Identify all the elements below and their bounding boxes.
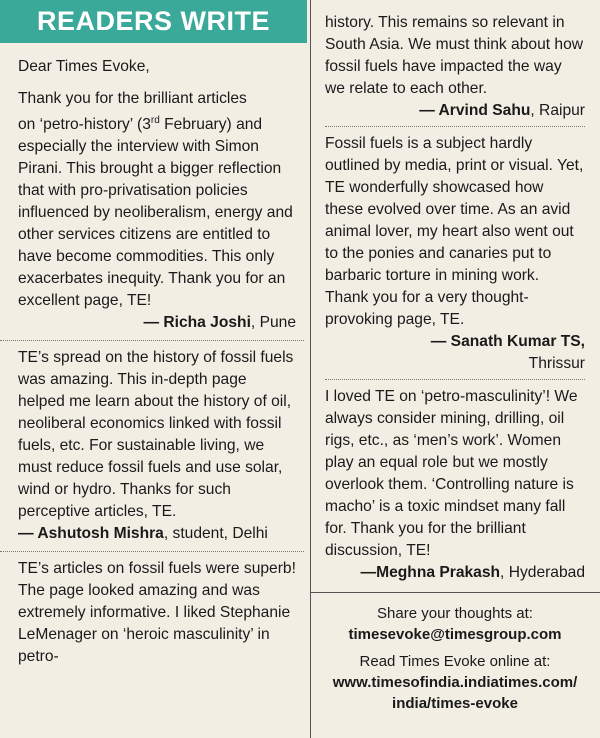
letter-signature [325,331,585,375]
share-prompt: Share your thoughts at: [377,605,533,622]
superscript: rd [150,115,160,126]
letter-text: February) [159,116,232,134]
section-banner [0,0,307,43]
letter-arvind-sahu-cont [325,12,585,122]
letter-signature [325,562,585,584]
letter-separator [325,379,585,380]
letter-separator [0,551,304,552]
salutation: Dear Times Evoke, [18,58,150,75]
letter-body: Fossil fuels is a subject hardly outlined by media, print or visual. Yet, TE wonderfully showcased how these evolved over time. As an avid animal lover, my heart also went out to the ponies and canaries put to barbaric torture in mining work. Thank you for a very thought-provoking page, TE. [325,135,584,328]
share-separator [311,592,600,593]
read-online-url: india/times-evoke [392,695,518,712]
signature-place: , [580,333,585,350]
signature-name: Richa Joshi [163,314,251,332]
letter-body: history. This remains so relevant in South Asia. We must think about how fossil fuels have impacted the way we relate to each other. [325,14,584,97]
signature-dash: — [360,564,377,581]
signature-dash: — [143,314,164,332]
letter-text: and especially the interview with Simon Pirani. This brought a bigger reflection that with pro-privatisation policies influenced by neoliberalism, energy and other services citizens are entitled to have become commodities. This only exacerbates inequity. Thank you for an excellent page, TE! [18,116,293,310]
signature-dash: — [18,525,38,543]
letter-body: TE’s articles on fossil fuels were superb! The page looked amazing and was extremely informative. I liked Stephanie LeMenager on ‘heroic masculinity’ in petro- [18,560,296,666]
signature-name: Ashutosh Mishra [37,525,164,543]
signature-place: , student, Delhi [163,525,268,543]
letter-body [18,88,296,312]
letter-separator [0,340,304,341]
signature-name: Meghna Prakash [376,564,501,581]
letter-ashutosh-mishra [18,347,296,545]
letter-signature [325,100,585,122]
letter-arvind-sahu-start [18,558,296,668]
read-online-prompt: Read Times Evoke online at: [359,653,551,670]
letter-signature [18,523,296,545]
signature-name: Sanath Kumar TS [450,333,581,350]
right-column [325,12,585,714]
letter-meghna-prakash [325,386,585,584]
signature-place: , Raipur [530,102,585,119]
letter-separator [325,126,585,127]
signature-place: , Hyderabad [500,564,585,581]
column-divider [310,0,311,738]
letter-body: TE’s spread on the history of fossil fuels was amazing. This in-depth page helped me learn about the history of oil, neoliberal economics linked with fossil fuels, etc. For sustainable living, we must reduce fossil fuels and use solar, wind or hydro. Thanks for such perceptive articles, TE. [18,349,294,521]
banner-title: READERS WRITE [36,6,270,36]
letter-body: I loved TE on ‘petro-masculinity’! We always consider mining, drilling, oil rigs, etc., as ‘men’s work’. Women play an equal role but we mostly overlook them. ‘Controlling nature is macho’ is a toxic mindset many fall for. Thank you for the brilliant discussion, TE! [325,388,578,559]
letter-sanath-kumar [325,133,585,375]
signature-dash: — [430,333,451,350]
share-email: timesevoke@timesgroup.com [348,626,562,643]
share-box [325,603,585,714]
signature-dash: — [419,102,439,119]
signature-place: Thrissur [528,355,585,372]
read-online-url: www.timesofindia.indiatimes.com/ [332,674,578,691]
left-column [18,56,296,668]
letter-signature [18,312,296,334]
letter-text: on ‘petro-history’ (3 [18,116,151,134]
signature-place: , Pune [250,314,296,332]
letter-richa-joshi [18,88,296,334]
letter-text: Thank you for the brilliant articles [18,90,247,107]
signature-name: Arvind Sahu [438,102,531,119]
